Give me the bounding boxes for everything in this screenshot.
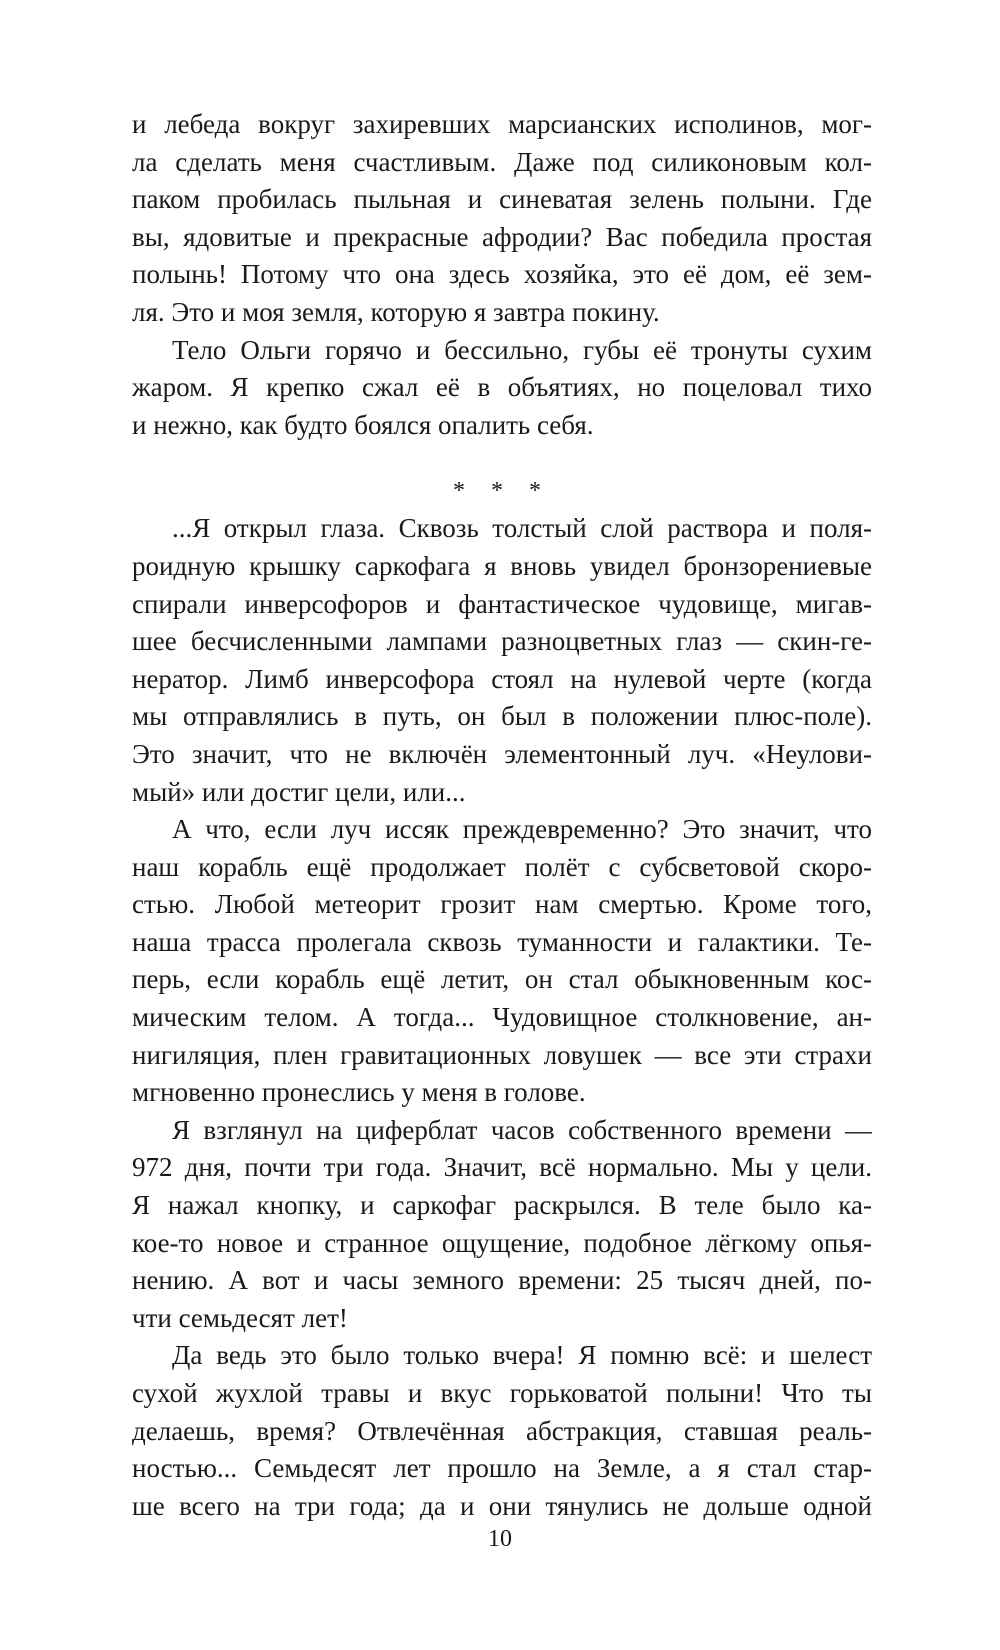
text-line: вы, ядовитые и прекрасные афродии? Вас победила простая [132, 221, 872, 252]
text-line: и лебеда вокруг захиревших марсианских исполинов, мог- [132, 109, 872, 139]
text-line: Тело Ольги горячо и бессильно, губы её тронуты сухим [172, 334, 872, 365]
text-line: мы отправлялись в путь, он был в положении плюс-поле). [132, 701, 872, 732]
text-line: ше всего на три года; да и они тянулись не дольше одной [132, 1490, 872, 1521]
text-line: нению. А вот и часы земного времени: 25 тысяч дней, по- [132, 1265, 872, 1296]
text-line: мый» или достиг цели, или... [132, 776, 466, 807]
paragraph [132, 1337, 872, 1525]
text-line: нигиляция, плен гравитационных ловушек — все эти страхи [132, 1039, 872, 1070]
text-line: ...Я открыл глаза. Сквозь толстый слой раствора и поля- [172, 513, 872, 544]
text-line: мгновенно пронеслись у меня в голове. [132, 1077, 586, 1108]
page-number: 10 [488, 1526, 512, 1552]
paragraph [132, 811, 872, 1112]
text-line: сухой жухлой травы и вкус горьковатой полыни! Что ты [132, 1378, 872, 1408]
text-line: делаешь, время? Отвлечённая абстракция, ставшая реаль- [132, 1415, 872, 1446]
book-page-text [132, 106, 872, 1525]
text-line: ля. Это и моя земля, которую я завтра покину. [132, 296, 660, 327]
text-line: кое-то новое и странное ощущение, подобное лёгкому опья- [132, 1227, 872, 1258]
text-line: стью. Любой метеорит грозит нам смертью. Кроме того, [132, 889, 872, 920]
text-line: жаром. Я крепко сжал её в объятиях, но поцеловал тихо [132, 372, 872, 403]
text-line: нератор. Лимб инверсофора стоял на нулевой черте (когда [132, 663, 872, 694]
text-line: Я нажал кнопку, и саркофаг раскрылся. В теле было ка- [132, 1190, 872, 1221]
text-line: полынь! Потому что она здесь хозяйка, это её дом, её зем- [132, 259, 872, 290]
text-line: 972 дня, почти три года. Значит, всё нормально. Мы у цели. [132, 1152, 872, 1183]
text-line: А что, если луч иссяк преждевременно? Это значит, что [172, 814, 872, 845]
text-line: наш корабль ещё продолжает полёт с субсветовой скоро- [132, 851, 872, 882]
text-line: Я взглянул на циферблат часов собственного времени — [172, 1114, 872, 1145]
text-line: и нежно, как будто боялся опалить себя. [132, 409, 594, 440]
text-line: ла сделать меня счастливым. Даже под силиконовым кол- [132, 146, 872, 177]
paragraph [132, 510, 872, 811]
text-line: ностью... Семьдесят лет прошло на Земле, а я стал стар- [132, 1453, 872, 1484]
text-line: паком пробилась пыльная и синеватая зелень полыни. Где [132, 184, 872, 215]
text-line: спирали инверсофоров и фантастическое чудовище, мигав- [132, 588, 872, 619]
text-line: шее бесчисленными лампами разноцветных глаз — скин-ге- [132, 626, 872, 657]
text-line: наша трасса пролегала сквозь туманности и галактики. Те- [132, 926, 872, 957]
text-line: Да ведь это было только вчера! Я помню всё: и шелест [172, 1340, 872, 1371]
text-line: Это значит, что не включён элементонный луч. «Неулови- [132, 738, 872, 769]
text-line: роидную крышку саркофага я вновь увидел бронзорениевые [132, 550, 872, 581]
paragraph [132, 106, 872, 332]
section-separator: * * * [453, 478, 551, 505]
text-line: перь, если корабль ещё летит, он стал обыкновенным кос- [132, 964, 872, 995]
text-line: чти семьдесят лет! [132, 1302, 348, 1333]
text-line: мическим телом. А тогда... Чудовищное столкновение, ан- [132, 1002, 872, 1033]
paragraph [132, 332, 872, 445]
paragraph [132, 1112, 872, 1338]
